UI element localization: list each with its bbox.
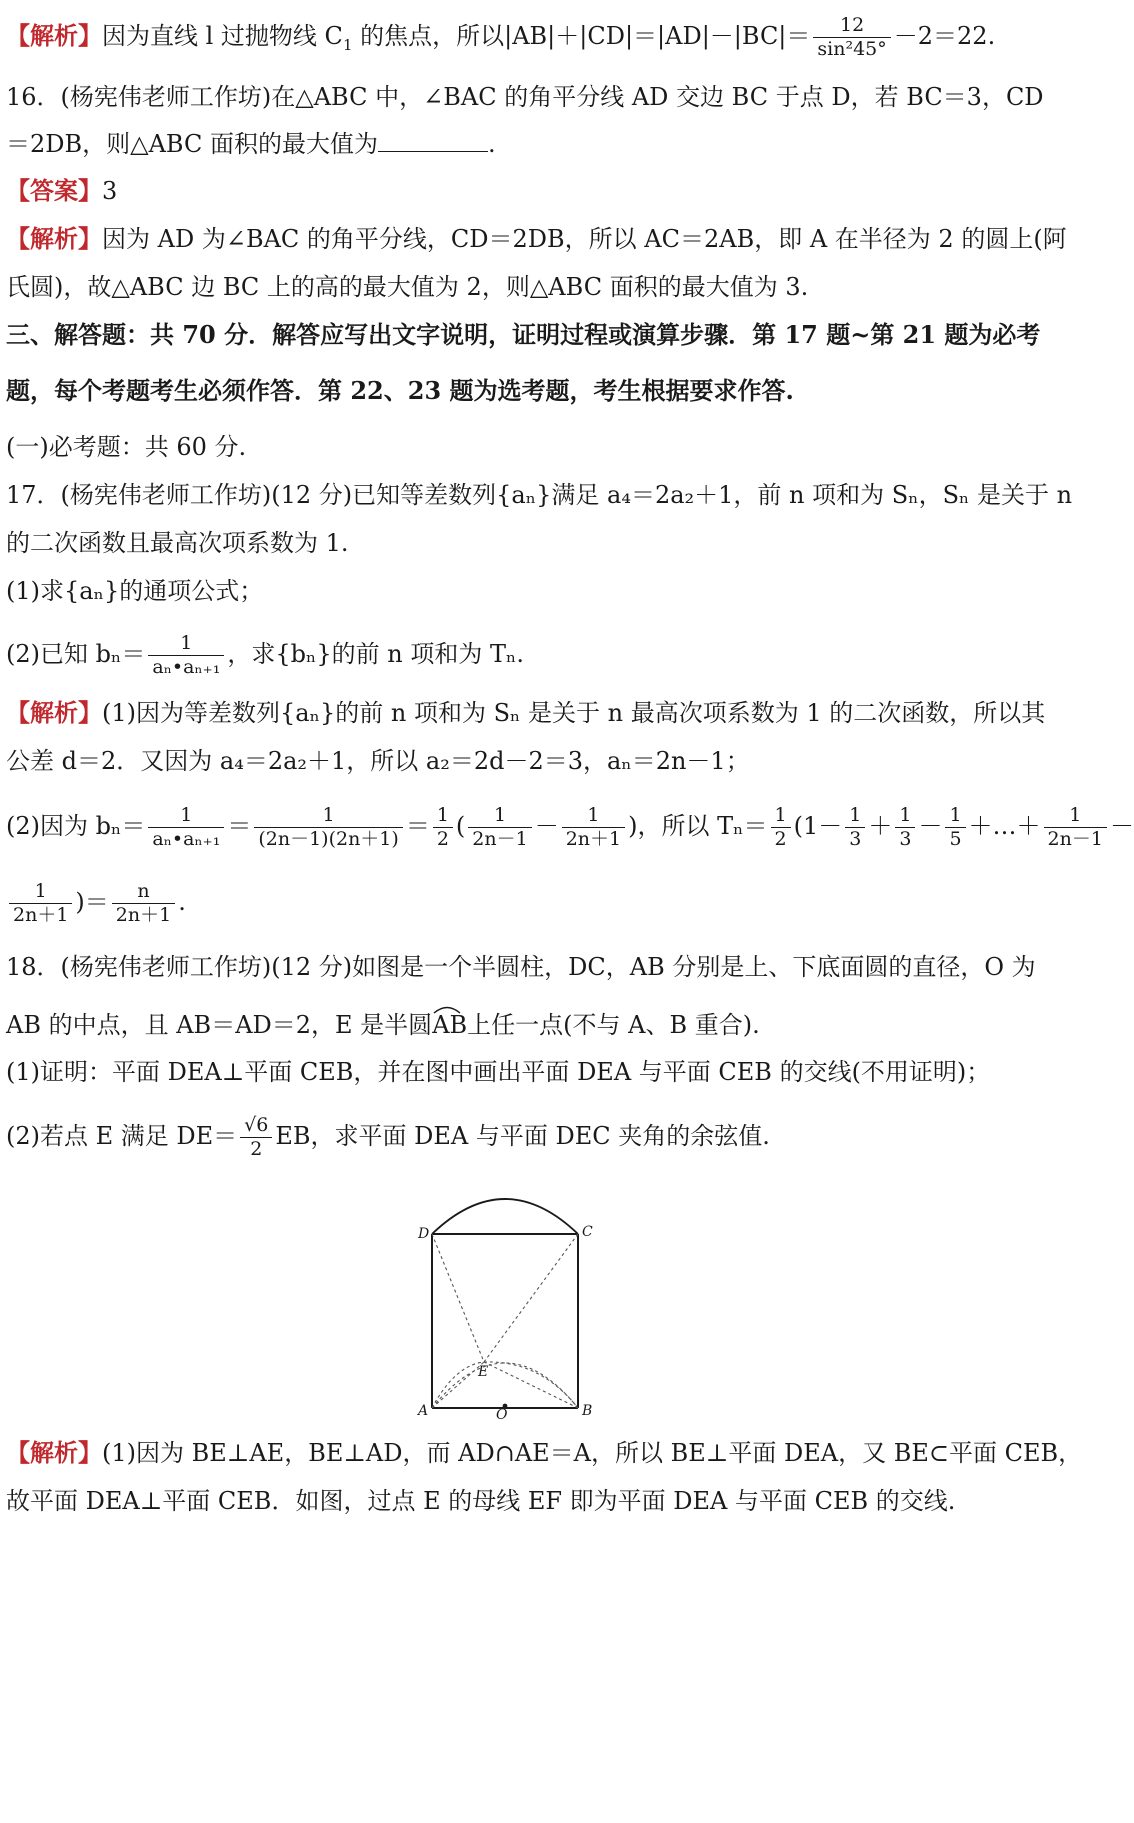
q18-solution-line2: 故平面 DEA⊥平面 CEB．如图，过点 E 的母线 EF 即为平面 DEA 与平面 CEB 的交线.	[6, 1487, 956, 1515]
fraction: $\frac{1}{2n+1}$	[562, 804, 625, 851]
q16-line2: ＝2DB，则△ABC 面积的最大值为 .	[6, 127, 1074, 161]
label-a: A	[418, 1403, 429, 1419]
q16-solution-line2: 氏圆)，故△ABC 边 BC 上的高的最大值为 2，则△ABC 面积的最大值为 3.	[6, 273, 809, 301]
q17-solution-line4: $\frac{1}{2n+1}$ )＝ $\frac{n}{2n+1}$ .	[6, 880, 1074, 927]
q17-line1: 17．(杨宪伟老师工作坊)(12 分)已知等差数列{aₙ}满足 a₄＝2a₂＋1，前 n 项和为 Sₙ，Sₙ 是关于 n	[6, 481, 1073, 509]
segment-de	[432, 1234, 484, 1362]
fraction: $\frac{1}{2n+1}$	[9, 880, 72, 927]
fraction: $\frac{1}{3}$	[845, 804, 865, 851]
section-heading-line2: 题，每个考题考生必须作答．第 22、23 题为选考题，考生根据要求作答.	[6, 376, 794, 405]
solution-tag: 【解析】	[6, 224, 102, 253]
q18-part2: (2)若点 E 满足 DE＝ $\frac{√6}{2}$ EB，求平面 DEA 与平面 DEC 夹角的余弦值.	[6, 1114, 770, 1160]
q17-part1: (1)求{aₙ}的通项公式；	[6, 577, 264, 605]
q18-part1: (1)证明：平面 DEA⊥平面 CEB，并在图中画出平面 DEA 与平面 CEB 的交线(不用证明)；	[6, 1058, 991, 1086]
q16-answer: 【答案】3	[6, 176, 118, 205]
fraction: $\frac{1}{3}$	[895, 804, 915, 851]
solution-tag: 【解析】	[6, 21, 102, 50]
q17-solution-line2: 公差 d＝2．又因为 a₄＝2a₂＋1，所以 a₂＝2d－2＝3，aₙ＝2n－1；	[6, 747, 750, 775]
label-o: O	[496, 1407, 508, 1423]
fraction: $\frac{1}{5}$	[945, 804, 965, 851]
arc-mark	[432, 1004, 462, 1014]
arc-ab: AB	[432, 1008, 467, 1042]
q18-line2: AB 的中点，且 AB＝AD＝2，E 是半圆 AB上任一点(不与 A、B 重合).	[6, 1008, 1074, 1042]
label-b: B	[582, 1403, 593, 1419]
fraction: $\frac{1}{\text{aₙ•aₙ₊₁}}$	[148, 804, 224, 851]
q16-solution-line1: 【解析】因为 AD 为∠BAC 的角平分线，CD＝2DB，所以 AC＝2AB，即 A 在半径为 2 的圆上(阿	[6, 224, 1067, 253]
fraction: $\frac{1}{2n-1}$	[1044, 804, 1107, 851]
segment-ce	[484, 1234, 578, 1362]
q17-line2: 的二次函数且最高次项系数为 1.	[6, 529, 349, 557]
solution-tag: 【解析】	[6, 698, 102, 727]
fraction: $\frac{12}{\text{sin²45°}}$	[813, 14, 890, 61]
q17-part2: (2)已知 bₙ＝ $\frac{1}{\text{aₙ•aₙ₊₁}}$ ，求{bₙ}的前 n 项和为 Tₙ.	[6, 632, 524, 678]
fraction: $\frac{1}{(2n-1)(2n+1)}$	[254, 804, 402, 851]
label-e: E	[478, 1364, 489, 1380]
solution-tag: 【解析】	[6, 1438, 102, 1467]
top-arc	[432, 1199, 578, 1234]
q16-line1: 16．(杨宪伟老师工作坊)在△ABC 中，∠BAC 的角平分线 AD 交边 BC 于点 D，若 BC＝3，CD	[6, 83, 1044, 111]
fraction: $\frac{n}{2n+1}$	[112, 880, 175, 927]
answer-blank	[378, 127, 488, 152]
q17-solution-line3: (2)因为 bₙ＝ $\frac{1}{\text{aₙ•aₙ₊₁}}$ ＝ $\frac{1}{(2n-1)(2n+1)}$ ＝ $\frac{1}{2}$ ( $\frac{1}{2n-1}$ － $\frac{1}{2n+1}$ )，所以 Tₙ＝ $\frac{1}{2}$ (1－ $\frac{1}{3}$ ＋ $\frac{1}{3}$ － $\frac{1}{5}$ ＋…＋ $\frac{1}{2n-1}$ －	[6, 804, 1134, 850]
fraction: $\frac{√6}{2}$	[240, 1114, 272, 1161]
answer-tag: 【答案】	[6, 176, 102, 205]
q18-solution-line1: 【解析】(1)因为 BE⊥AE，BE⊥AD，而 AD∩AE＝A，所以 BE⊥平面 DEA，又 BE⊂平面 CEB，	[6, 1438, 1083, 1467]
q18-line1: 18．(杨宪伟老师工作坊)(12 分)如图是一个半圆柱，DC，AB 分别是上、下底面圆的直径，O 为	[6, 953, 1036, 981]
label-c: C	[582, 1224, 593, 1240]
fraction: $\frac{1}{\text{aₙ•aₙ₊₁}}$	[148, 632, 224, 679]
fraction: $\frac{1}{2}$	[771, 804, 791, 851]
fraction: $\frac{1}{2n-1}$	[468, 804, 531, 851]
prev-solution-line: 【解析】因为直线 l 过抛物线 $C_1$ 的焦点，所以|AB|＋|CD|＝|AD|－|BC|＝ $\frac{12}{\text{sin²45°}}$ －2＝22.	[6, 14, 996, 60]
section-heading-line1: 三、解答题：共 70 分．解答应写出文字说明，证明过程或演算步骤．第 17 题~第 21 题为必考	[6, 320, 1041, 349]
q17-solution-line1: 【解析】(1)因为等差数列{aₙ}的前 n 项和为 Sₙ 是关于 n 最高次项系数为 1 的二次函数，所以其	[6, 698, 1046, 727]
bottom-arc-back	[432, 1363, 578, 1408]
subsection-heading: (一)必考题：共 60 分.	[6, 433, 247, 461]
segment-ae	[432, 1362, 484, 1408]
half-cylinder-figure	[410, 1200, 600, 1423]
label-d: D	[418, 1226, 430, 1242]
fraction: $\frac{1}{2}$	[433, 804, 453, 851]
